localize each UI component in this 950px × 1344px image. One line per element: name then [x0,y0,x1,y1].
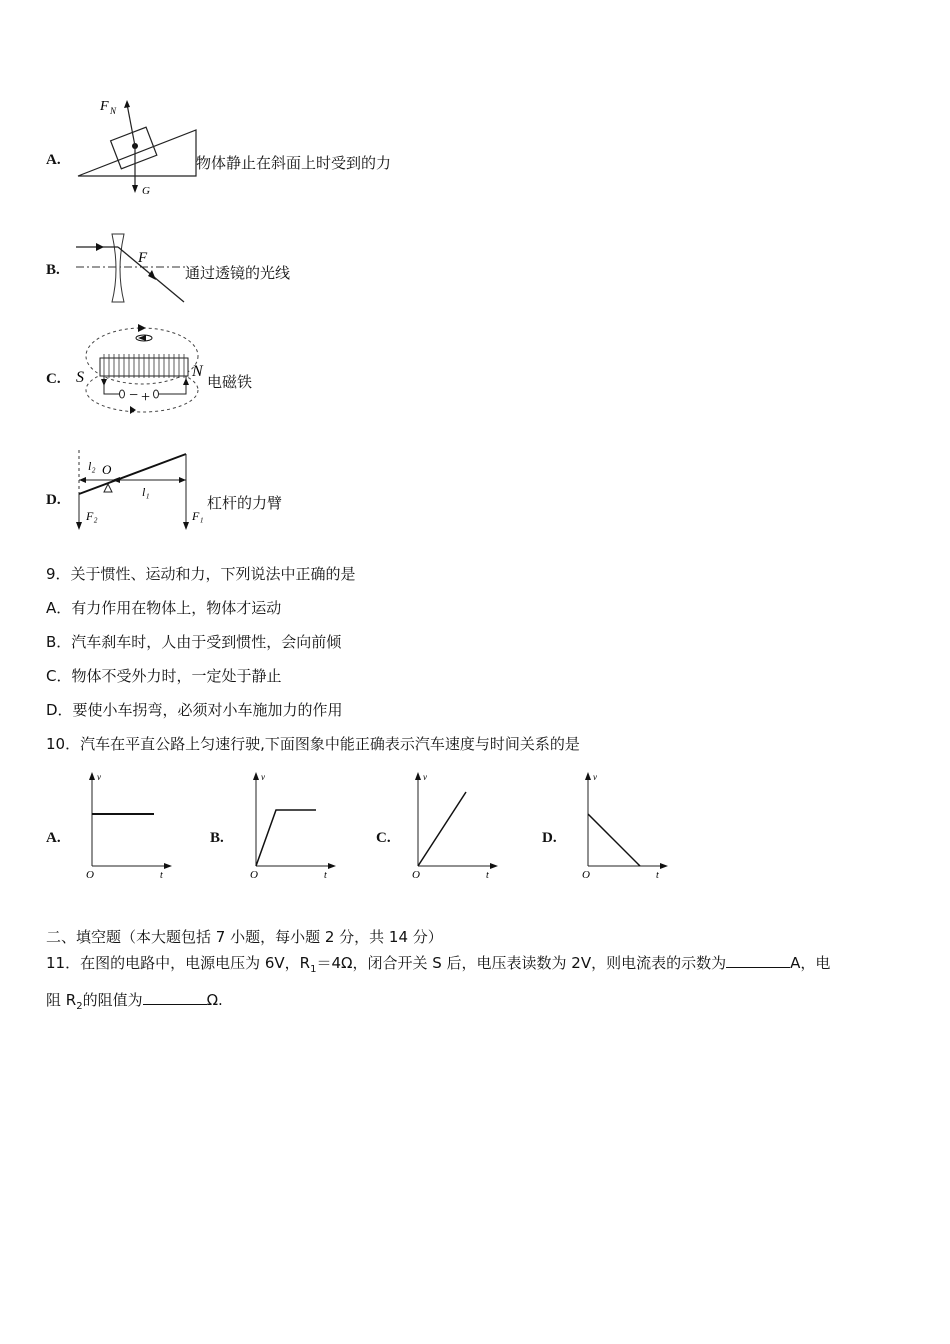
svg-text:O: O [86,869,94,880]
svg-text:+: + [140,389,151,406]
svg-text:v: v [423,772,427,782]
svg-text:t: t [656,870,659,880]
svg-text:O: O [412,869,420,880]
svg-text:F₂: F₂ [86,509,98,523]
graph-c-label: C. [376,830,391,846]
south-pole-label: S [76,369,84,386]
lens-ray-diagram [74,232,189,304]
q11-line2: 阻 $R_2$的阻值为 Ω. [46,991,223,1012]
q9-option-c: C．物体不受外力时，一定处于静止 [46,667,282,685]
graph-b-label: B. [210,830,224,846]
graph-d-label: D. [542,830,557,846]
vt-graph-c [408,770,498,880]
answer-blank-current[interactable] [726,953,790,968]
option-c-caption: 电磁铁 [207,373,253,391]
answer-blank-resistance[interactable] [143,990,207,1005]
electromagnet-diagram [74,318,209,416]
focal-label: F [138,250,148,266]
q9-option-d: D．要使小车拐弯，必须对小车施加力的作用 [46,701,343,719]
fn-label: F [100,99,109,114]
incline-force-diagram [74,96,199,196]
q11-line1: 11．在图的电路中，电源电压为 6V，$R_1=4\Omega$，闭合开关 S 后，电压表读数为 2V，则电流表的示数为 A，电 [46,954,831,975]
option-b-label: B. [46,262,60,278]
svg-text:t: t [160,870,163,880]
pivot-label: O [102,462,112,477]
option-b-caption: 通过透镜的光线 [185,264,291,282]
svg-text:F₁: F₁ [192,509,204,523]
q9-stem: 9．关于惯性、运动和力，下列说法中正确的是 [46,565,356,583]
q9-option-a: A．有力作用在物体上，物体才运动 [46,599,282,617]
svg-text:N: N [110,106,117,116]
option-d-caption: 杠杆的力臂 [207,494,283,512]
graph-a-label: A. [46,830,61,846]
north-pole-label: N [192,363,203,380]
svg-text:v: v [261,772,265,782]
lever-arm-diagram [74,448,209,533]
vt-graph-b [246,770,336,880]
svg-text:O: O [250,869,258,880]
svg-text:v: v [97,772,101,782]
svg-text:O: O [582,869,590,880]
svg-text:−: − [128,387,139,404]
option-c-label: C. [46,371,61,387]
svg-text:t: t [486,870,489,880]
q10-stem: 10．汽车在平直公路上匀速行驶,下面图象中能正确表示汽车速度与时间关系的是 [46,735,580,753]
section-heading: 二、填空题（本大题包括 7 小题，每小题 2 分，共 14 分） [46,928,443,946]
option-a-label: A. [46,152,61,168]
svg-text:l₂: l₂ [88,459,96,473]
vt-graph-d [578,770,668,880]
option-d-label: D. [46,492,61,508]
q9-option-b: B．汽车刹车时，人由于受到惯性，会向前倾 [46,633,342,651]
svg-text:v: v [593,772,597,782]
option-a-caption: 物体静止在斜面上时受到的力 [196,154,392,172]
svg-text:l₁: l₁ [142,485,150,499]
g-label: G [142,185,150,196]
vt-graph-a [82,770,172,880]
svg-text:t: t [324,870,327,880]
